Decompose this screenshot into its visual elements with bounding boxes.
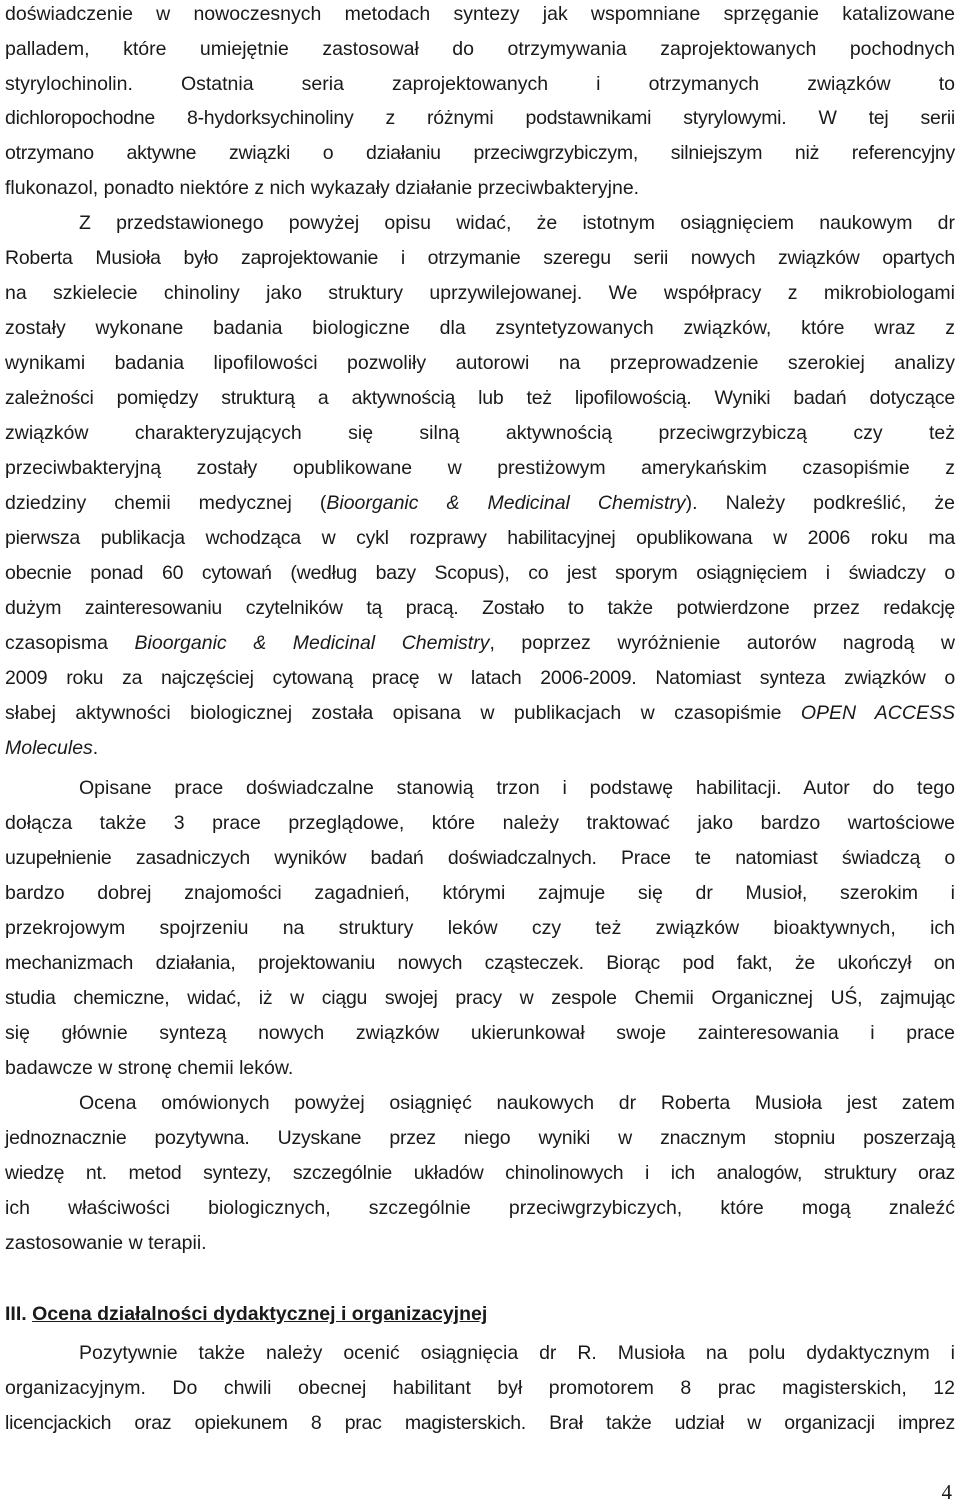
text-line: zastosowanie w terapii.	[5, 1232, 207, 1254]
text-segment: czasopisma	[5, 632, 135, 654]
text-segment: We współpracy z mikrobiologami	[608, 282, 955, 304]
text-line: doświadczenie w nowoczesnych metodach syntezy jak wspomniane sprzęganie katalizowane	[5, 3, 955, 25]
text-line: flukonazol, ponadto niektóre z nich wykazały działanie przeciwbakteryjne.	[5, 177, 640, 199]
text-line: studia chemiczne, widać, iż w ciągu swojej pracy w zespole Chemii Organicznej UŚ, zajmując	[5, 987, 955, 1009]
text-line: wiedzę nt. metod syntezy, szczególnie układów chinolinowych i ich analogów, struktury oraz	[5, 1162, 955, 1184]
text-line	[5, 491, 955, 515]
text-segment: .	[92, 737, 99, 759]
text-line: licencjackich oraz opiekunem 8 prac magisterskich. Brał także udział w organizacji imprez	[5, 1412, 955, 1434]
text-line: otrzymano aktywne związki o działaniu przeciwgrzybiczym, silniejszym niż referencyjny	[5, 142, 955, 164]
text-line: uzupełnienie zasadniczych wyników badań doświadczalnych. Prace te natomiast świadczą o	[5, 847, 955, 869]
text-line: Ocena omówionych powyżej osiągnięć naukowych dr Roberta Musioła jest zatem	[79, 1092, 955, 1114]
text-segment: W tej serii	[818, 107, 956, 129]
text-line: się głównie syntezą nowych związków ukierunkował swoje zainteresowania i prace	[5, 1022, 955, 1044]
text-line	[5, 631, 955, 655]
text-segment: na szkielecie chinoliny jako struktury uprzywilejowanej.	[5, 282, 583, 304]
text-line: bardzo dobrej znajomości zagadnień, którymi zajmuje się dr Musioł, szerokim i	[5, 882, 955, 904]
journal-title: Bioorganic & Medicinal Chemistry	[326, 492, 686, 514]
text-line	[5, 736, 955, 760]
text-line: Z przedstawionego powyżej opisu widać, że istotnym osiągnięciem naukowym dr	[79, 212, 955, 234]
text-line: mechanizmach działania, projektowaniu nowych cząsteczek. Biorąc pod fakt, że ukończył on	[5, 952, 955, 974]
text-segment: ). Należy podkreślić, że	[685, 492, 955, 514]
text-line: palladem, które umiejętnie zastosował do otrzymywania zaprojektowanych pochodnych	[5, 38, 955, 60]
text-segment: , poprzez wyróżnienie autorów nagrodą w	[489, 632, 955, 654]
text-line: przeciwbakteryjną zostały opublikowane w prestiżowym amerykańskim czasopiśmie z	[5, 457, 955, 479]
text-line: badawcze w stronę chemii leków.	[5, 1057, 294, 1079]
text-line: jednoznacznie pozytywna. Uzyskane przez niego wyniki w znacznym stopniu poszerzają	[5, 1127, 955, 1149]
text-line	[5, 701, 955, 725]
text-line: pierwsza publikacja wchodząca w cykl rozprawy habilitacyjnej opublikowana w 2006 roku ma	[5, 527, 955, 549]
text-segment: dichloropochodne 8-hydorksychinoliny z różnymi podstawnikami styrylowymi.	[5, 107, 787, 129]
text-line: wynikami badania lipofilowości pozwoliły autorowi na przeprowadzenie szerokiej analizy	[5, 352, 955, 374]
text-line: dołącza także 3 prace przeglądowe, które należy traktować jako bardzo wartościowe	[5, 812, 955, 834]
text-line: Pozytywnie także należy ocenić osiągnięcia dr R. Musioła na polu dydaktycznym i	[79, 1342, 955, 1364]
text-line: Roberta Musioła było zaprojektowanie i otrzymanie szeregu serii nowych związków opartych	[5, 247, 955, 269]
text-line	[5, 281, 955, 305]
text-segment: słabej aktywności biologicznej została opisana w publikacjach w czasopiśmie	[5, 702, 801, 724]
section-heading	[5, 1302, 955, 1326]
text-line: Opisane prace doświadczalne stanowią trzon i podstawę habilitacji. Autor do tego	[79, 777, 955, 799]
text-line: styrylochinolin. Ostatnia seria zaprojektowanych i otrzymanych związków to	[5, 73, 955, 95]
text-line	[5, 106, 955, 130]
text-line: 2009 roku za najczęściej cytowaną pracę w latach 2006-2009. Natomiast synteza związków o	[5, 667, 955, 689]
journal-title: Molecules	[5, 737, 93, 759]
section-number: III.	[5, 1303, 33, 1325]
section-title: Ocena działalności dydaktycznej i organizacyjnej	[32, 1303, 488, 1325]
text-line: przekrojowym spojrzeniu na struktury leków czy też związków bioaktywnych, ich	[5, 917, 955, 939]
text-line: obecnie ponad 60 cytowań (według bazy Scopus), co jest sporym osiągnięciem i świadczy o	[5, 562, 955, 584]
journal-title: OPEN ACCESS	[800, 702, 955, 724]
text-line: związków charakteryzujących się silną aktywnością przeciwgrzybiczą czy też	[5, 422, 955, 444]
text-line: dużym zainteresowaniu czytelników tą pracą. Zostało to także potwierdzone przez redakcję	[5, 597, 955, 619]
text-line: zależności pomiędzy strukturą a aktywnością lub też lipofilowością. Wyniki badań dotyczące	[5, 387, 955, 409]
text-line: ich właściwości biologicznych, szczególnie przeciwgrzybiczych, które mogą znaleźć	[5, 1197, 955, 1219]
text-line: organizacyjnym. Do chwili obecnej habilitant był promotorem 8 prac magisterskich, 12	[5, 1377, 955, 1399]
journal-title: Bioorganic & Medicinal Chemistry	[134, 632, 490, 654]
page-number: 4	[941, 1480, 952, 1504]
text-line: zostały wykonane badania biologiczne dla zsyntetyzowanych związków, które wraz z	[5, 317, 955, 339]
text-segment: dziedziny chemii medycznej (	[5, 492, 327, 514]
